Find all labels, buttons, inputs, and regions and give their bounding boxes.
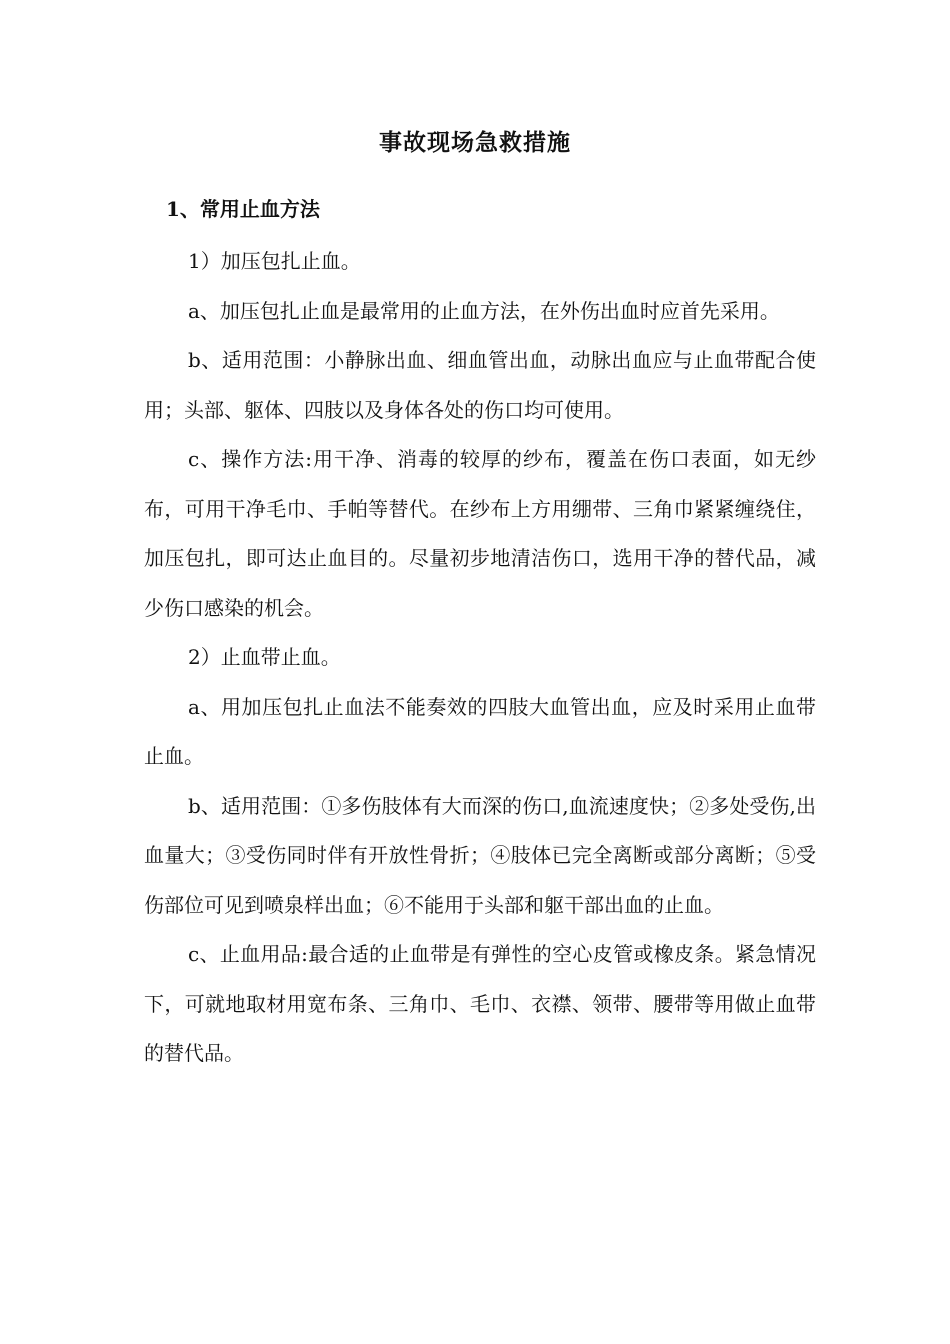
paragraph-pressure-c: c、操作方法:用干净、消毒的较厚的纱布，覆盖在伤口表面，如无纱布，可用干净毛巾、手帕等替代。在纱布上方用绷带、三角巾紧紧缠绕住，加压包扎，即可达止血目的。尽量初步地清洁伤口，选用干净的替代品，减少伤口感染的机会。 xyxy=(144,447,816,620)
paragraph-pressure-a: a、加压包扎止血是最常用的止血方法，在外伤出血时应首先采用。 xyxy=(188,298,780,323)
section-heading: 1、常用止血方法 xyxy=(166,197,320,221)
subheading-tourniquet: 2）止血带止血。 xyxy=(188,645,341,669)
paragraph-tourniquet-c: c、止血用品:最合适的止血带是有弹性的空心皮管或橡皮条。紧急情况下，可就地取材用宽布条、三角巾、毛巾、衣襟、领带、腰带等用做止血带的替代品。 xyxy=(144,942,816,1065)
document-title: 事故现场急救措施 xyxy=(379,129,571,156)
subheading-pressure-bandage: 1）加压包扎止血。 xyxy=(188,249,361,273)
section-body xyxy=(144,237,816,1079)
paragraph-tourniquet-b: b、适用范围：①多伤肢体有大而深的伤口,血流速度快；②多处受伤,出血量大；③受伤同时伴有开放性骨折；④肢体已完全离断或部分离断；⑤受伤部位可见到喷泉样出血；⑥不能用于头部和躯干部出血的止血。 xyxy=(144,793,816,917)
paragraph-tourniquet-a: a、用加压包扎止血法不能奏效的四肢大血管出血，应及时采用止血带止血。 xyxy=(144,694,816,768)
paragraph-pressure-b: b、适用范围：小静脉出血、细血管出血，动脉出血应与止血带配合使用；头部、躯体、四肢以及身体各处的伤口均可使用。 xyxy=(144,348,816,422)
